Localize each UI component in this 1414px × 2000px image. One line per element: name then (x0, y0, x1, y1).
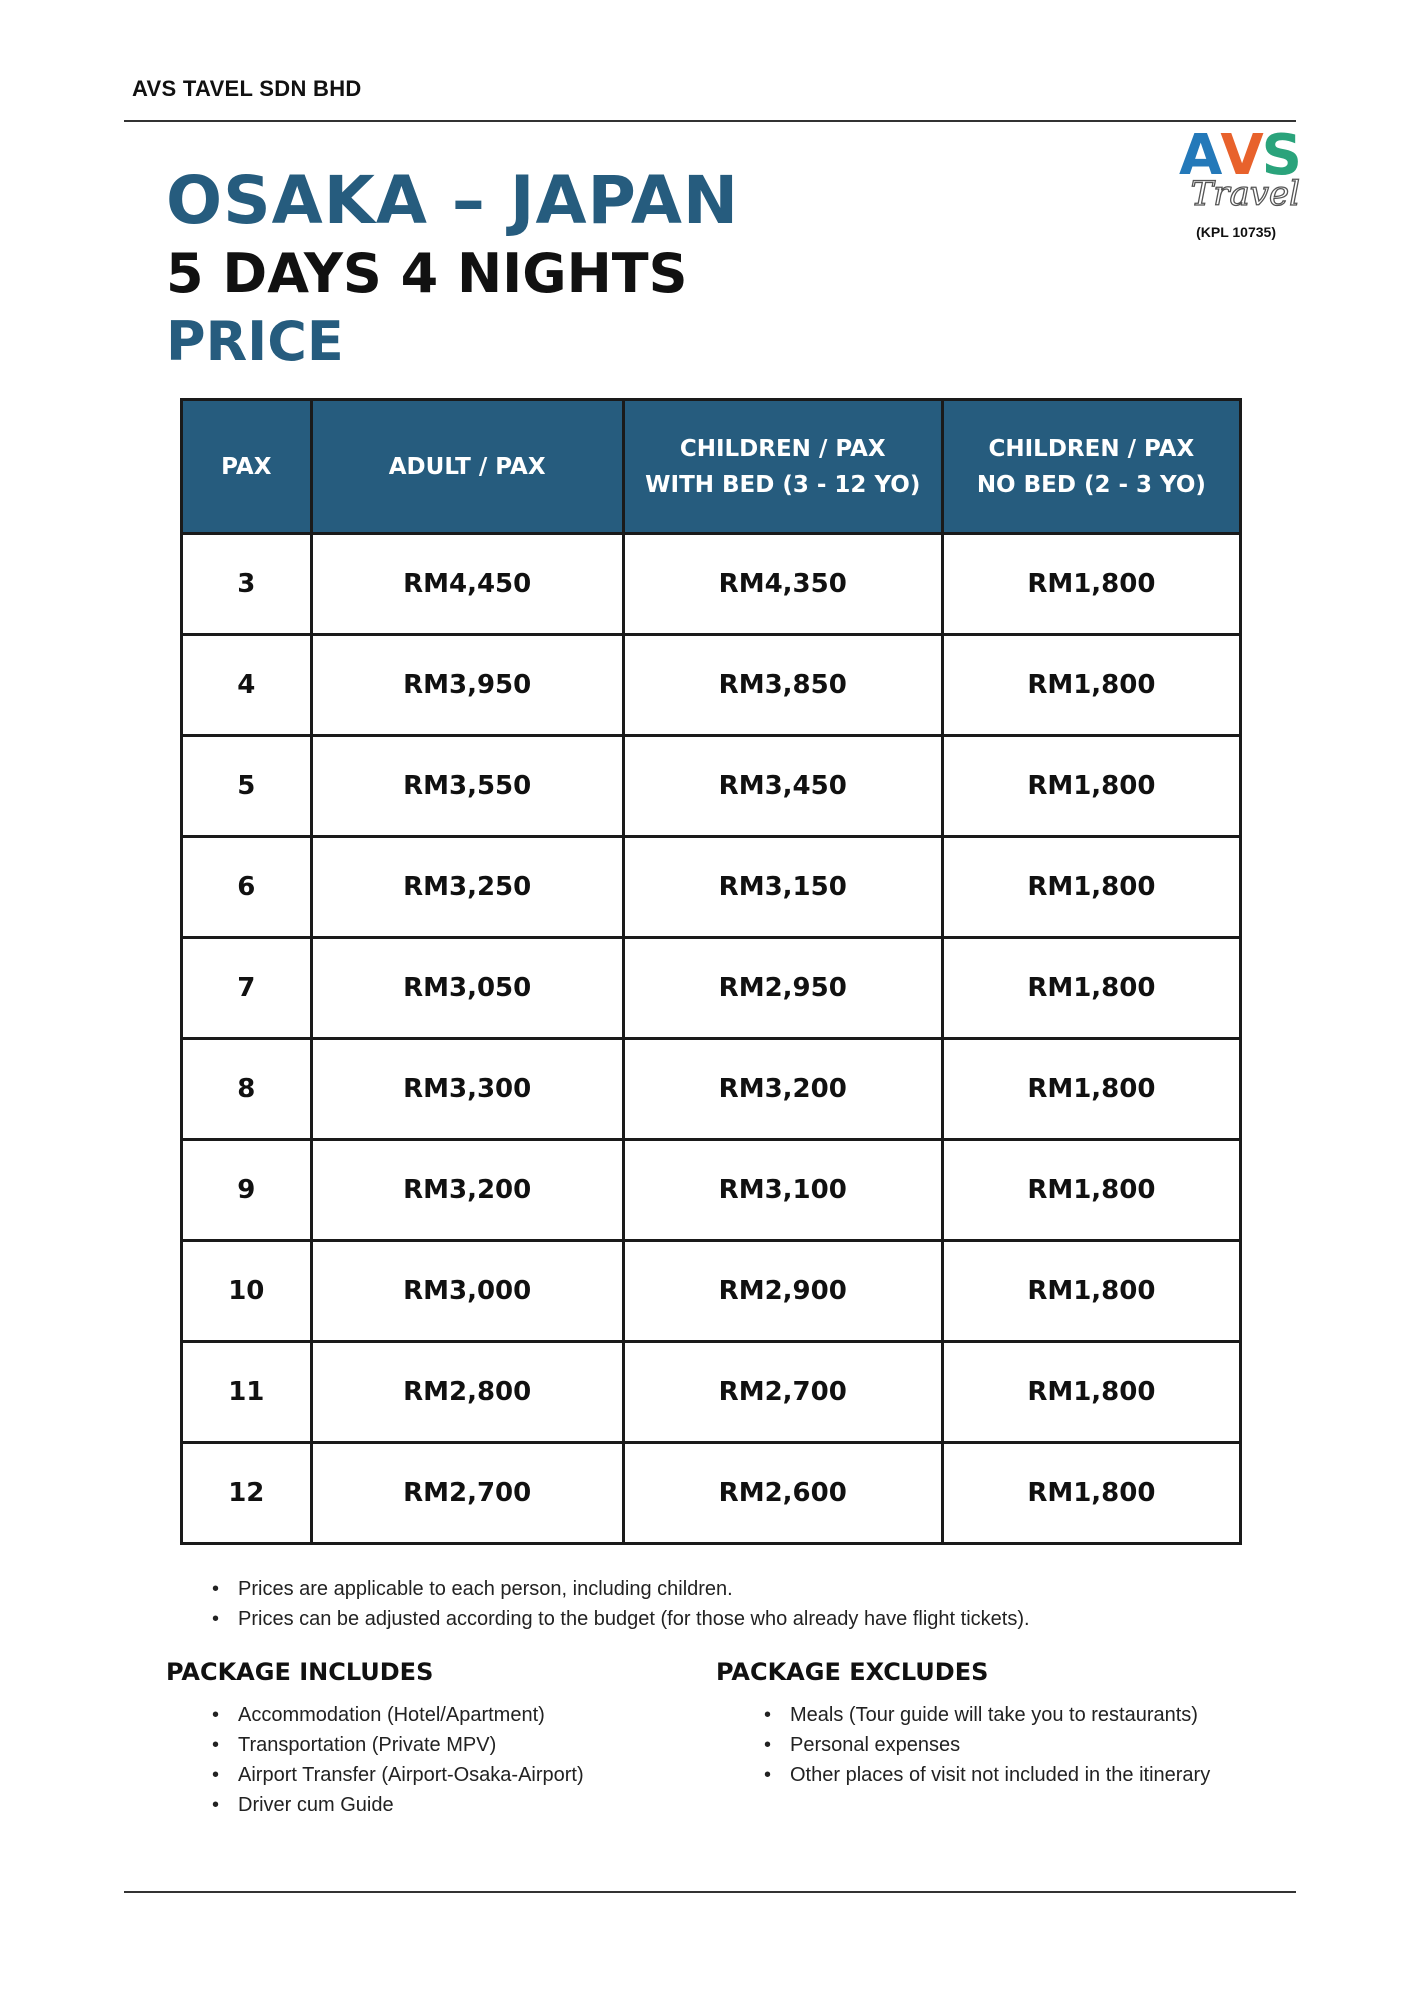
child-no-bed-price-cell: RM1,800 (942, 736, 1240, 837)
pax-cell: 9 (182, 1140, 312, 1241)
table-row (182, 1342, 1241, 1443)
package-includes-title: PACKAGE INCLUDES (166, 1658, 434, 1686)
price-notes (190, 1574, 1250, 1634)
pax-cell: 3 (182, 534, 312, 635)
child-with-bed-price-cell: RM3,450 (623, 736, 942, 837)
child-no-bed-price-cell: RM1,800 (942, 1342, 1240, 1443)
package-excludes-title: PACKAGE EXCLUDES (716, 1658, 989, 1686)
note-item: • Prices can be adjusted according to the budget (for those who already have flight tickets). (190, 1604, 1250, 1634)
footer-divider (124, 1891, 1296, 1893)
child-with-bed-price-cell: RM2,950 (623, 938, 942, 1039)
avs-travel-logo (1150, 123, 1300, 248)
exclude-item: • Other places of visit not included in the itinerary (742, 1760, 1234, 1790)
child-with-bed-price-cell: RM2,600 (623, 1443, 942, 1544)
header-child-with-bed-line1: CHILDREN / PAX (679, 435, 886, 462)
header-child-with-bed (623, 400, 942, 534)
include-item: • Transportation (Private MPV) (190, 1730, 690, 1760)
header-child-no-bed (942, 400, 1240, 534)
pax-cell: 10 (182, 1241, 312, 1342)
company-name: AVS TAVEL SDN BHD (132, 76, 362, 101)
child-with-bed-price-cell: RM4,350 (623, 534, 942, 635)
child-no-bed-price-cell: RM1,800 (942, 635, 1240, 736)
pax-cell: 11 (182, 1342, 312, 1443)
pax-cell: 5 (182, 736, 312, 837)
pax-cell: 4 (182, 635, 312, 736)
pax-cell: 12 (182, 1443, 312, 1544)
adult-price-cell: RM3,300 (311, 1039, 623, 1140)
license-number: (KPL 10735) (1196, 224, 1276, 240)
child-with-bed-price-cell: RM3,150 (623, 837, 942, 938)
adult-price-cell: RM3,200 (311, 1140, 623, 1241)
header-child-no-bed-line1: CHILDREN / PAX (988, 435, 1195, 462)
pax-cell: 7 (182, 938, 312, 1039)
price-heading: PRICE (166, 310, 344, 373)
header-pax (182, 400, 312, 534)
adult-price-cell: RM3,000 (311, 1241, 623, 1342)
package-excludes-list (742, 1700, 1234, 1790)
adult-price-cell: RM2,700 (311, 1443, 623, 1544)
child-no-bed-price-cell: RM1,800 (942, 938, 1240, 1039)
header-divider (124, 120, 1296, 122)
table-row (182, 1039, 1241, 1140)
child-with-bed-price-cell: RM3,100 (623, 1140, 942, 1241)
table-row (182, 1140, 1241, 1241)
pax-cell: 8 (182, 1039, 312, 1140)
logo-letter-v: V (1220, 123, 1262, 188)
adult-price-cell: RM3,250 (311, 837, 623, 938)
price-table (180, 398, 1242, 1545)
logo-letter-a: A (1178, 123, 1221, 188)
child-no-bed-price-cell: RM1,800 (942, 837, 1240, 938)
table-row (182, 1241, 1241, 1342)
adult-price-cell: RM3,050 (311, 938, 623, 1039)
exclude-item: • Meals (Tour guide will take you to restaurants) (742, 1700, 1234, 1730)
note-item: • Prices are applicable to each person, including children. (190, 1574, 1250, 1604)
table-row (182, 1443, 1241, 1544)
destination-title: OSAKA – JAPAN (166, 162, 740, 239)
adult-price-cell: RM4,450 (311, 534, 623, 635)
table-row (182, 938, 1241, 1039)
child-no-bed-price-cell: RM1,800 (942, 1241, 1240, 1342)
adult-price-cell: RM3,550 (311, 736, 623, 837)
table-row (182, 736, 1241, 837)
table-header-row (182, 400, 1241, 534)
package-includes-list (190, 1700, 690, 1820)
child-no-bed-price-cell: RM1,800 (942, 1443, 1240, 1544)
logo-script: Travel (1190, 174, 1300, 214)
exclude-item: • Personal expenses (742, 1730, 1234, 1760)
logo-letter-s: S (1261, 123, 1300, 188)
adult-price-cell: RM3,950 (311, 635, 623, 736)
table-row (182, 635, 1241, 736)
table-row (182, 837, 1241, 938)
table-row (182, 534, 1241, 635)
header-adult (311, 400, 623, 534)
header-child-with-bed-line2: WITH BED (3 - 12 YO) (645, 471, 921, 498)
child-no-bed-price-cell: RM1,800 (942, 1039, 1240, 1140)
pax-cell: 6 (182, 837, 312, 938)
duration-title: 5 DAYS 4 NIGHTS (166, 242, 688, 305)
child-with-bed-price-cell: RM2,900 (623, 1241, 942, 1342)
child-with-bed-price-cell: RM2,700 (623, 1342, 942, 1443)
adult-price-cell: RM2,800 (311, 1342, 623, 1443)
include-item: • Driver cum Guide (190, 1790, 690, 1820)
child-no-bed-price-cell: RM1,800 (942, 534, 1240, 635)
child-with-bed-price-cell: RM3,200 (623, 1039, 942, 1140)
include-item: • Airport Transfer (Airport-Osaka-Airport) (190, 1760, 690, 1790)
child-with-bed-price-cell: RM3,850 (623, 635, 942, 736)
header-child-no-bed-line2: NO BED (2 - 3 YO) (976, 471, 1206, 498)
child-no-bed-price-cell: RM1,800 (942, 1140, 1240, 1241)
header-pax-label: PAX (221, 453, 272, 480)
header-adult-label: ADULT / PAX (388, 453, 546, 480)
include-item: • Accommodation (Hotel/Apartment) (190, 1700, 690, 1730)
